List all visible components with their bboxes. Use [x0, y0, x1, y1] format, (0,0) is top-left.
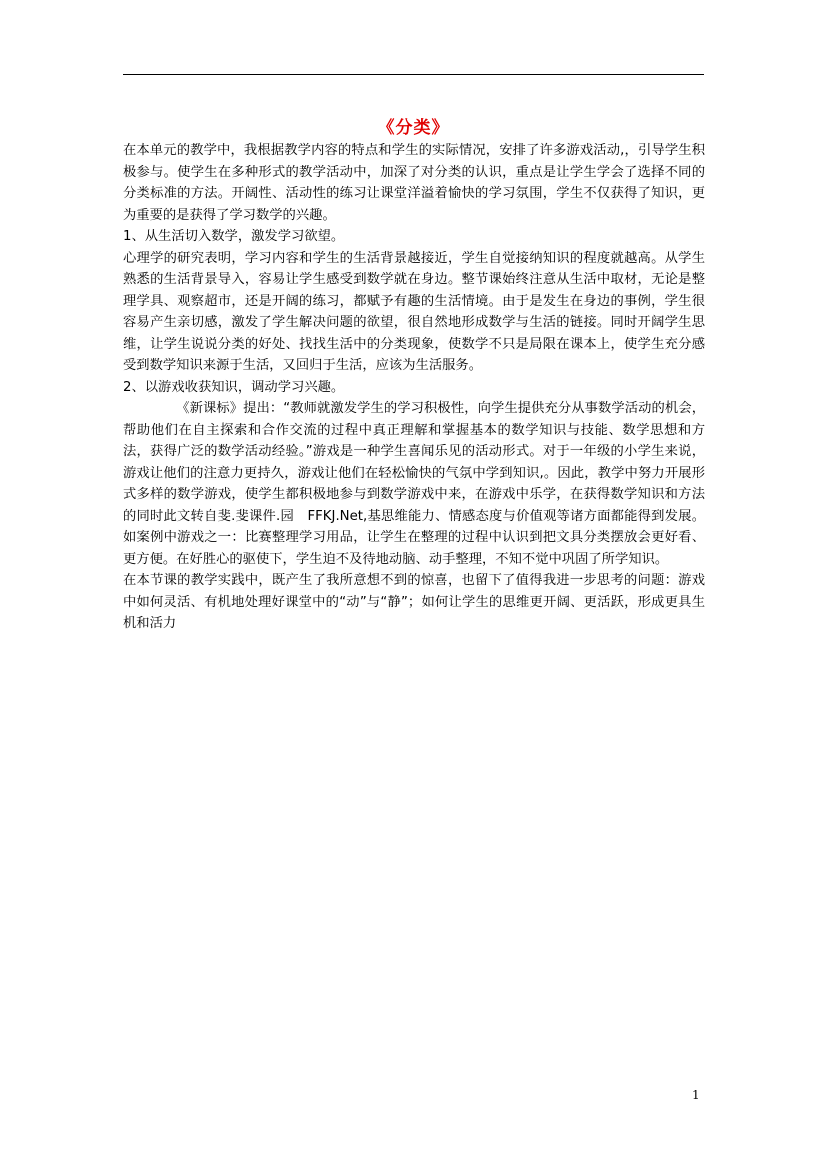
header-rule: [123, 74, 704, 75]
section-heading-1: 1、从生活切入数学，激发学习欲望。: [123, 229, 345, 244]
intro-paragraph: 在本单元的教学中，我根据教学内容的特点和学生的实际情况，安排了许多游戏活动,，引导学生积极参与。使学生在多种形式的教学活动中，加深了对分类的认识，重点是让学生学会了选择不同的分类标准的方法。开阔性、活动性的练习让课堂洋溢着愉快的学习氛围，学生不仅获得了知识，更为重要的是获得了学习数学的兴趣。: [123, 143, 705, 223]
section-heading-2: 2、以游戏收获知识，调动学习兴趣。: [123, 379, 345, 395]
reflection-paragraph: 在本节课的教学实践中，既产生了我所意想不到的惊喜，也留下了值得我进一步思考的问题：游戏中如何灵活、有机地处理好课堂中的“动”与“静”；如何让学生的思维更开阔、更活跃，形成更具生机和活力: [123, 573, 705, 631]
document-title: 《分类》: [377, 118, 450, 138]
section-2-paragraph: 《新课标》提出：“教师就激发学生的学习积极性，向学生提供充分从事数学活动的机会，帮助他们在自主探索和合作交流的过程中真正理解和掌握基本的数学知识与技能、数学思想和方法，获得广泛的数学活动经验。”游戏是一种学生喜闻乐见的活动形式。对于一年级的小学生来说，游戏让他们的注意力更持久，游戏让他们在轻松愉快的气氛中学到知识,。因此，教学中努力开展形式多样的数学游戏，使学生都积极地参与到数学游戏中来，在游戏中乐学，在获得数学知识和方法的同时此文转自斐.斐课件.园 FFKJ.Net,基思维能力、情感态度与价值观等诸方面都能得到发展。如案例中游戏之一：比赛整理学习用品，让学生在整理的过程中认识到把文具分类摆放会更好看、更方便。在好胜心的驱使下，学生迫不及待地动脑、动手整理，不知不觉中巩固了所学知识。: [123, 401, 705, 567]
page-number: 1: [692, 1088, 700, 1102]
document-body: [123, 140, 705, 635]
section-1-paragraph: 心理学的研究表明，学习内容和学生的生活背景越接近，学生自觉接纳知识的程度就越高。从学生熟悉的生活背景导入，容易让学生感受到数学就在身边。整节课始终注意从生活中取材，无论是整理学具、观察超市，还是开阔的练习，都赋予有趣的生活情境。由于是发生在身边的事例，学生很容易产生亲切感，激发了学生解决问题的欲望，很自然地形成数学与生活的链接。同时开阔学生思维，让学生说说分类的好处、找找生活中的分类现象，使数学不只是局限在课本上，使学生充分感受到数学知识来源于生活，又回归于生活，应该为生活服务。: [123, 250, 705, 373]
